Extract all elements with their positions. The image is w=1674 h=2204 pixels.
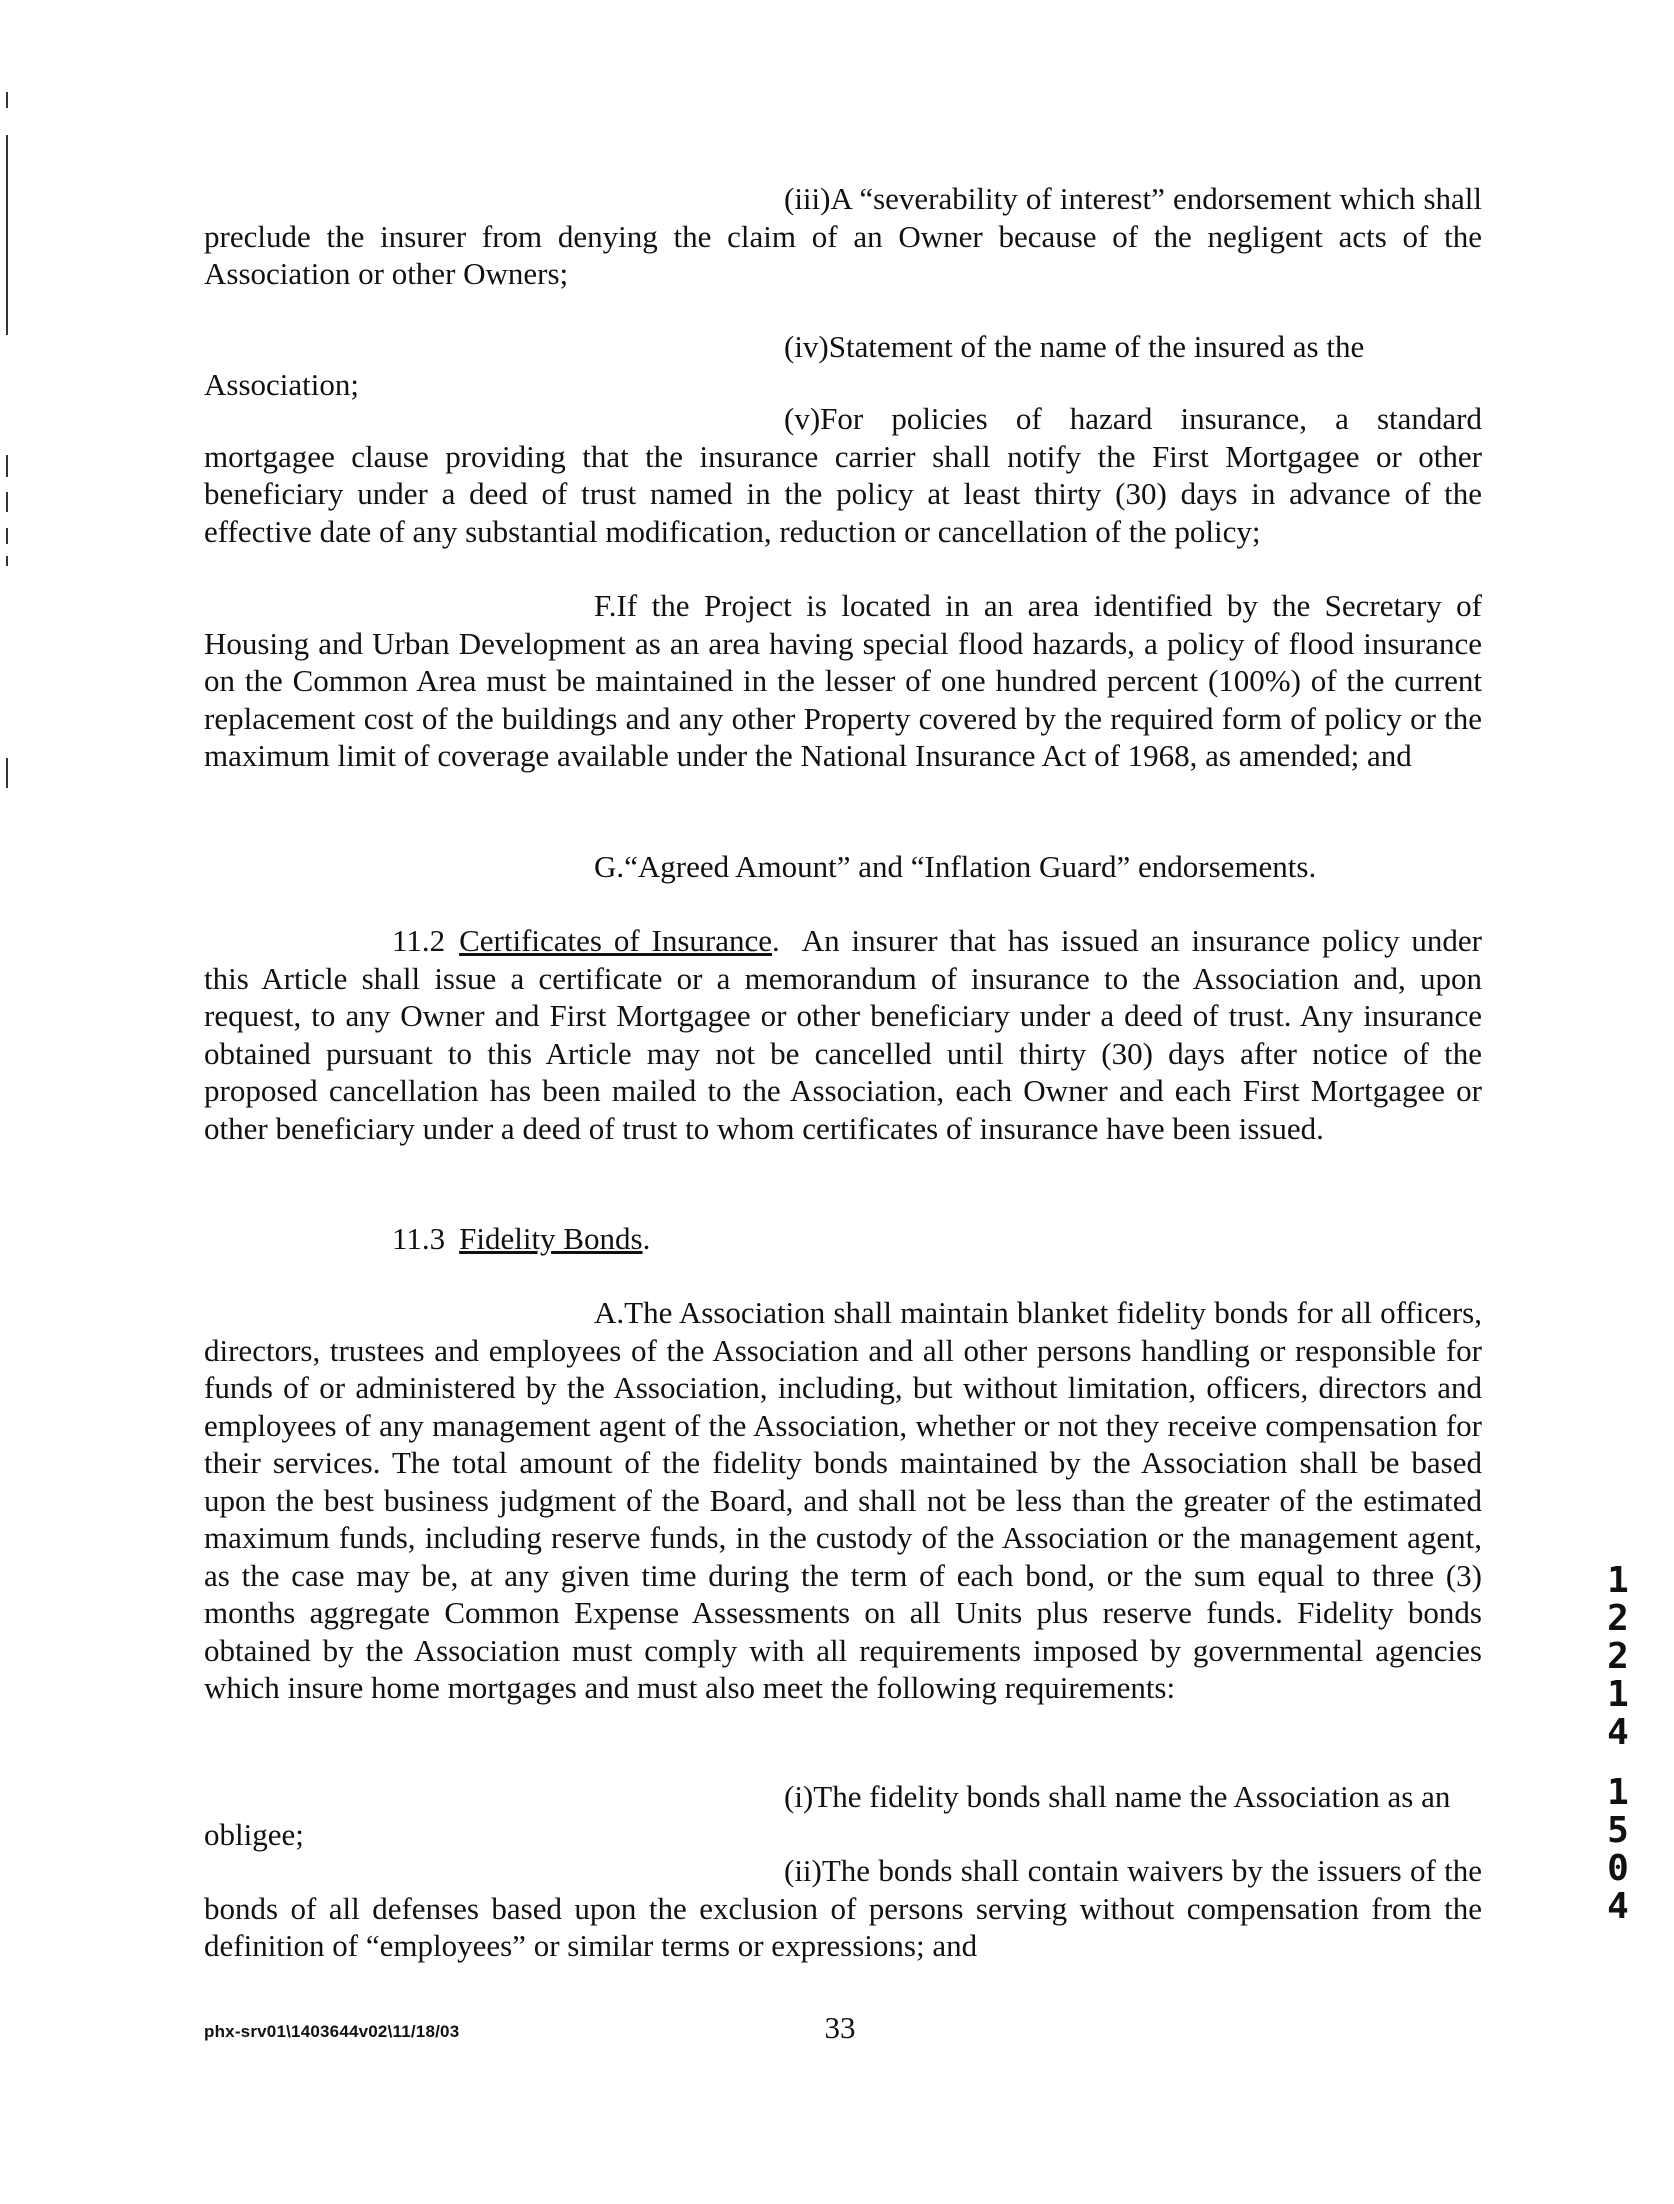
paragraph-f [204,587,1482,775]
section-number: 11.2 [392,923,446,958]
item-label: (iii) [784,181,831,216]
scan-mark [6,135,8,335]
paragraph-iii [204,180,1482,293]
page-number: 33 [824,2010,856,2045]
paragraph-a-ii [204,1852,1482,1965]
stamp-digit: 1 [1607,1772,1629,1813]
scan-mark [6,758,8,788]
stamp-digit: 2 [1607,1636,1629,1677]
paragraph-text: An insurer that has issued an insurance policy under this Article shall issue a certificate or a memorandum of insurance to the Association and, upon request, to any Owner and First Mortgagee or other beneficiary under a deed of trust. Any insurance obtained pursuant to this Article may not be cancelled until thirty (30) days after notice of the proposed cancellation has been mailed to the Association, each Owner and each First Mortgagee or other beneficiary under a deed of trust to whom certificates of insurance have been issued. [204,923,1483,1146]
section-number: 11.3 [392,1221,446,1256]
stamp-digit: 0 [1607,1848,1629,1889]
paragraph-text: A “severability of interest” endorsement which shall preclude the insurer from denying the claim of an Owner because of the negligent acts of the Association or other Owners; [204,181,1482,291]
item-label: (ii) [784,1853,822,1888]
paragraph-a-i [204,1778,1482,1853]
paragraph-iv [204,328,1482,403]
stamp-digit: 4 [1607,1886,1629,1927]
paragraph-v [204,400,1482,550]
item-label: (iv) [784,329,829,364]
stamp-digit: 2 [1607,1598,1629,1639]
item-label: A. [594,1295,625,1330]
paragraph-text: “Agreed Amount” and “Inflation Guard” endorsements. [624,849,1317,884]
paragraph-text: For policies of hazard insurance, a standard mortgagee clause providing that the insurance carrier shall notify the First Mortgagee or other beneficiary under a deed of trust named in the policy at least thirty (30) days in advance of the effective date of any substantial modification, reduction or cancellation of the policy; [204,401,1482,549]
item-label: (i) [784,1779,814,1814]
section-heading: Fidelity Bonds [459,1221,643,1256]
paragraph-text: The Association shall maintain blanket fidelity bonds for all officers, directors, trustees and employees of the Association and all other persons handling or responsible for funds of or administered by the Association, including, but without limitation, officers, directors and employees of any management agent of the Association, whether or not they receive compensation for their services. The total amount of the fidelity bonds maintained by the Association shall be based upon the best business judgment of the Board, and shall not be less than the greater of the estimated maximum funds, including reserve funds, in the custody of the Association or the management agent, as the case may be, at any given time during the term of each bond, or the sum equal to three (3) months aggregate Common Expense Assessments on all Units plus reserve funds. Fidelity bonds obtained by the Association must comply with all requirements imposed by governmental agencies which insure home mortgages and must also meet the following requirements: [204,1295,1482,1705]
stamp-digit: 1 [1607,1560,1629,1601]
heading-period: . [642,1221,651,1256]
section-11-3 [204,1220,1482,1258]
paragraph-text: Statement of the name of the insured as the Association; [204,329,1365,402]
scan-mark [6,556,8,566]
paragraph-a [204,1294,1482,1707]
paragraph-g [204,848,1482,886]
item-label: G. [594,849,625,884]
scan-mark [6,92,8,108]
paragraph-text: If the Project is located in an area identified by the Secretary of Housing and Urban Development as an area having special flood hazards, a policy of flood insurance on the Common Area must be maintained in the lesser of one hundred percent (100%) of the current replacement cost of the buildings and any other Property covered by the required form of policy or the maximum limit of coverage available under the National Insurance Act of 1968, as amended; and [204,588,1482,773]
paragraph-text: The bonds shall contain waivers by the issuers of the bonds of all defenses based upon the exclusion of persons serving without compensation from the definition of “employees” or similar terms or expressions; and [204,1853,1482,1963]
paragraph-text: The fidelity bonds shall name the Association as an obligee; [204,1779,1451,1852]
heading-period: . [772,923,802,958]
stamp-digit: 4 [1607,1712,1629,1753]
scan-mark [6,492,8,512]
footer-document-id: phx-srv01\1403644v02\11/18/03 [204,2022,460,2041]
section-11-2 [204,922,1482,1147]
item-label: (v) [784,401,821,436]
stamp-digit: 5 [1607,1810,1629,1851]
stamp-gap [1598,1752,1638,1774]
scan-mark [6,528,8,544]
scan-mark [6,455,8,477]
item-label: F. [594,588,617,623]
stamp-digit: 1 [1607,1674,1629,1715]
section-heading: Certificates of Insurance [459,923,773,958]
recording-stamp [1598,1562,1638,1926]
